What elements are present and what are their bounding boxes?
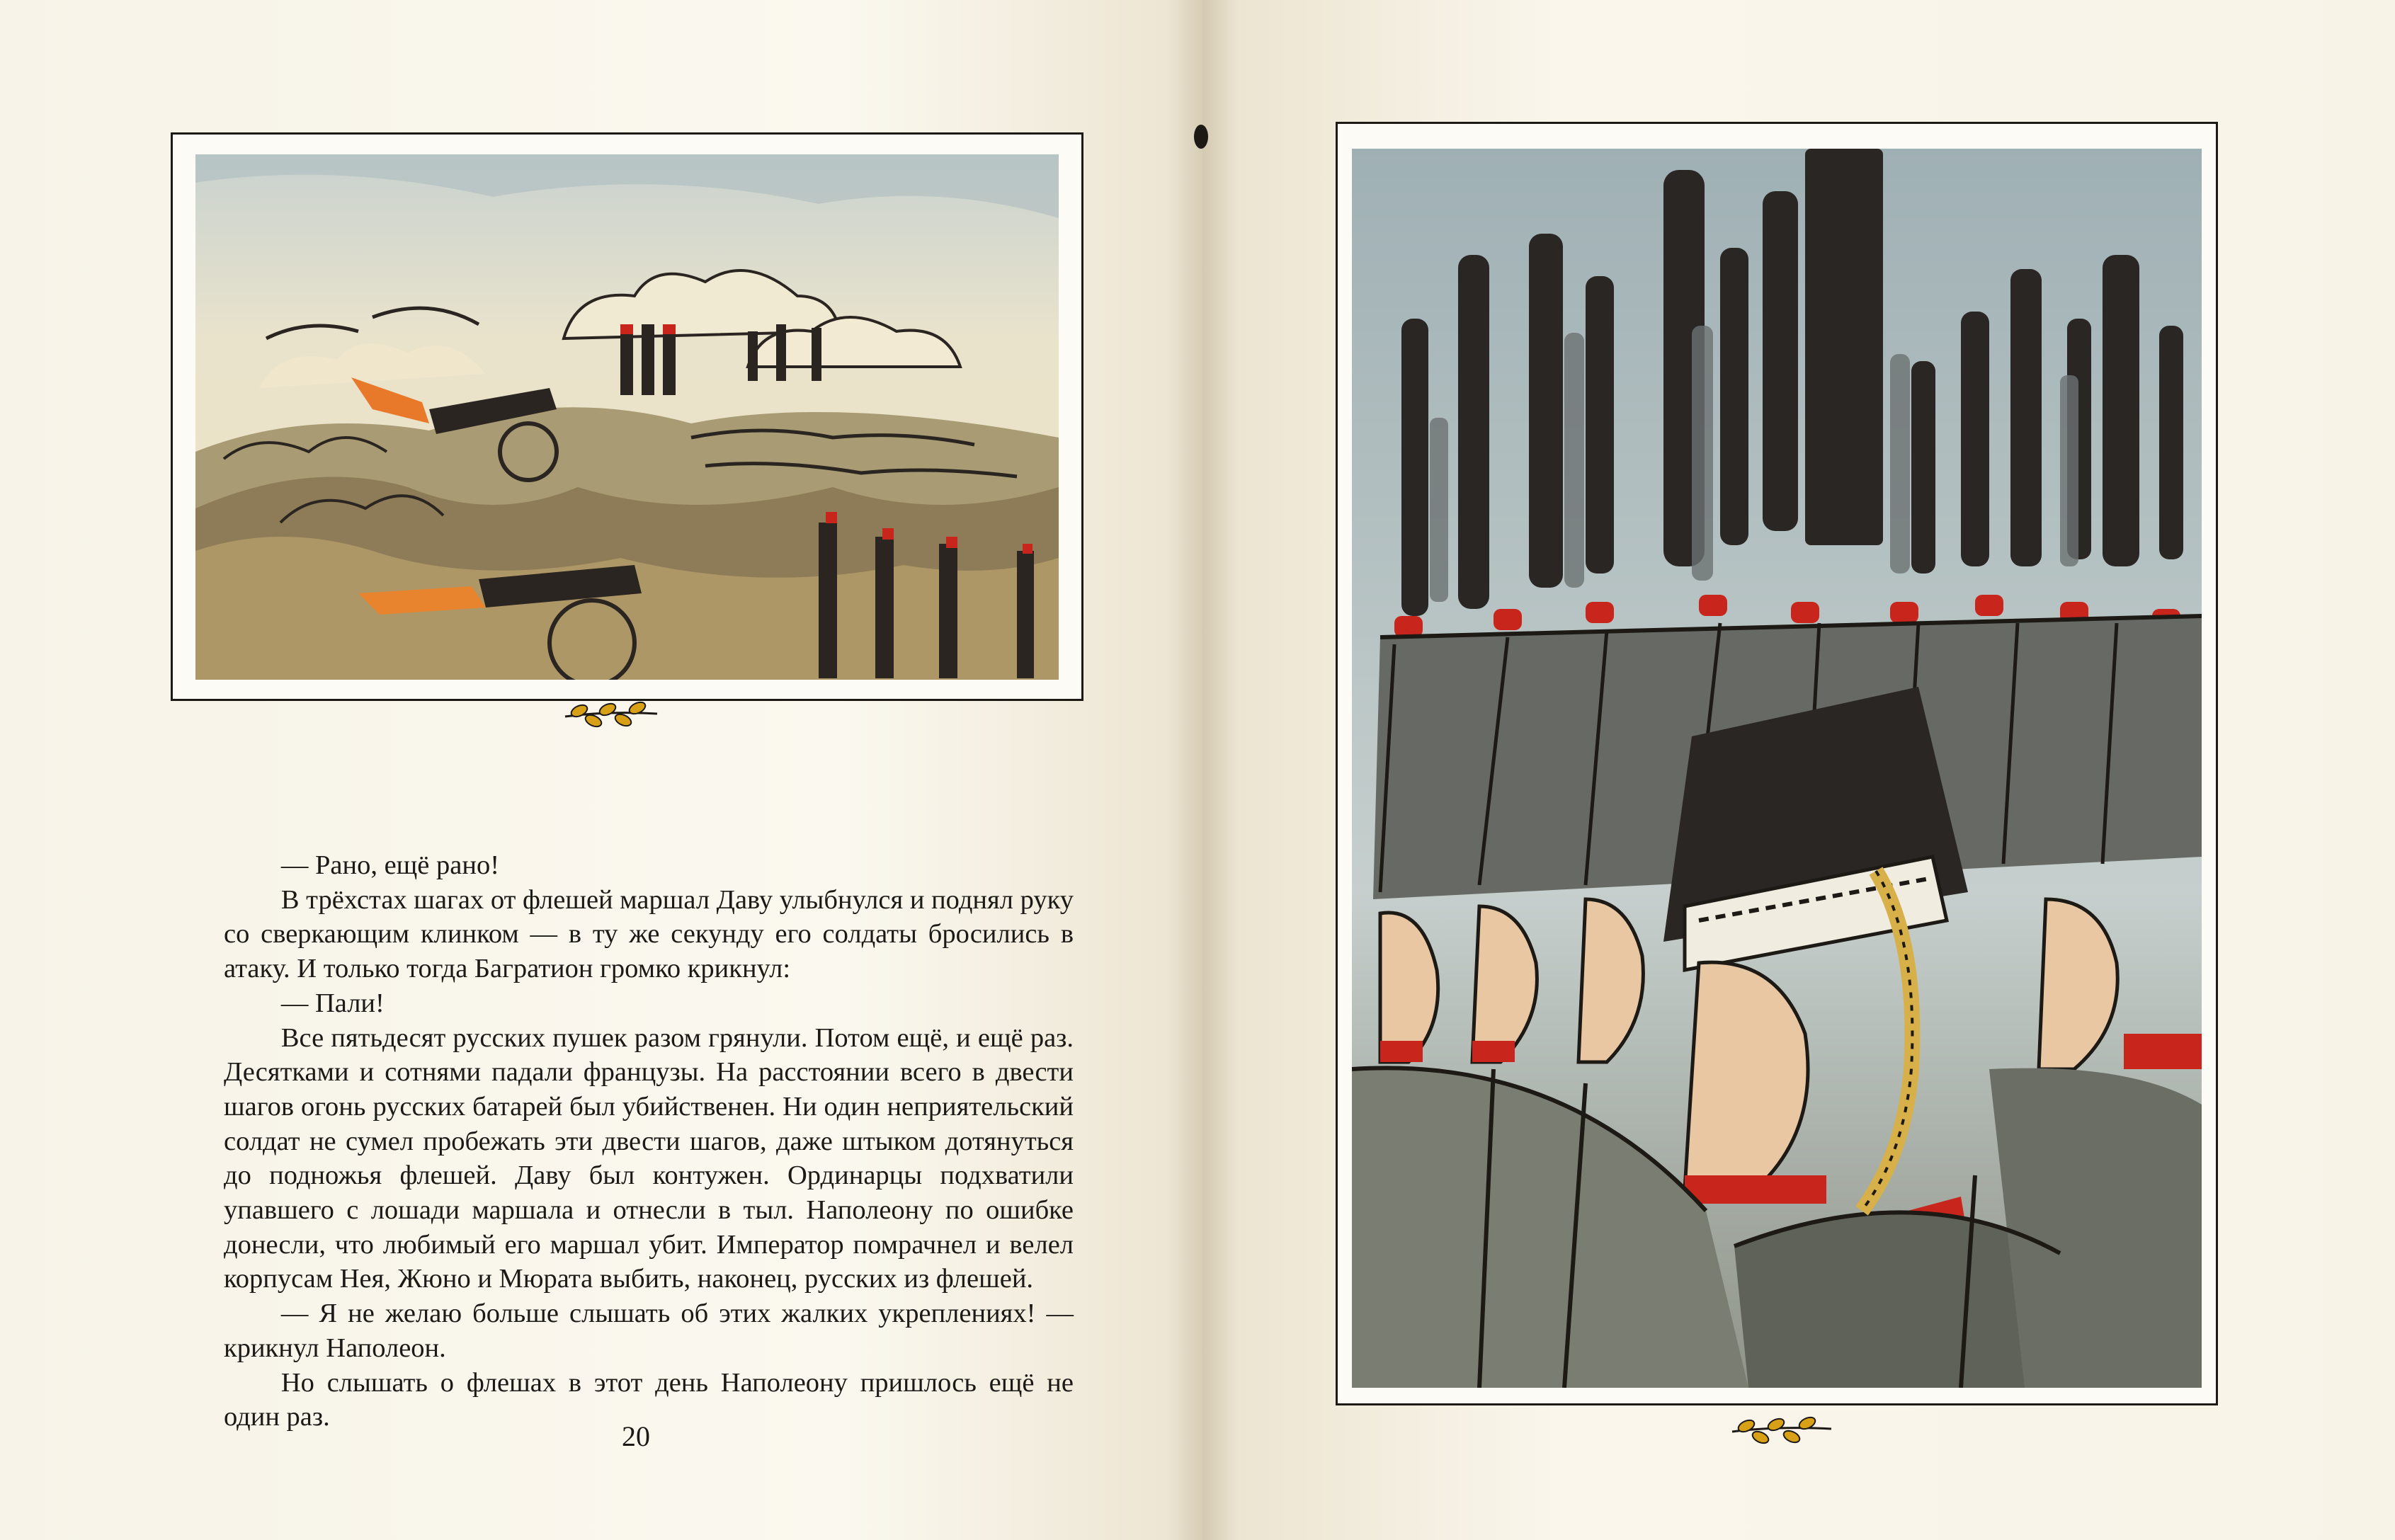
page-number: 20: [622, 1420, 650, 1452]
illustration-frame-right: [1336, 122, 2218, 1405]
gutter-mark: [1194, 125, 1208, 149]
paragraph: Все пятьдесят русских пушек разом грянули. Потом ещё, и ещё раз. Десятками и сотнями падали французы. На расстоянии всего в двести шагов огонь русских батарей был убийственен. Ни один неприятельский солдат не сумел пробежать эти двести шагов, даже штыком дотянуться до подножья флешей. Даву был контужен. Ординарцы подхватили упавшего с лошади маршала и отнесли в тыл. Наполеону по ошибке донесли, что любимый его маршал убит. Император помрачнел и велел корпусам Нея, Жюно и Мюрата выбить, наконец, русских из флешей.: [224, 1022, 1074, 1294]
paragraph: В трёхстах шагах от флешей маршал Даву улыбнулся и поднял руку со сверкающим клинком — в ту же секунду его солдаты бросились в атаку. И только тогда Багратион громко крикнул:: [224, 884, 1074, 984]
grenadiers-in-shakos-illustration: [1352, 149, 2202, 1388]
laurel-branch-ornament: [1726, 1409, 1836, 1449]
story-text: [224, 848, 1074, 1435]
paragraph: — Рано, ещё рано!: [280, 850, 500, 880]
paragraph: Но слышать о флешах в этот день Наполеону пришлось ещё не один раз.: [224, 1367, 1074, 1432]
paragraph: — Пали!: [280, 988, 385, 1018]
illustration-frame-left: [171, 132, 1083, 701]
laurel-branch-ornament: [558, 695, 664, 731]
artillery-battle-illustration: [195, 154, 1059, 680]
paragraph: — Я не желаю больше слышать об этих жалких укреплениях! — крикнул Наполеон.: [224, 1299, 1074, 1363]
